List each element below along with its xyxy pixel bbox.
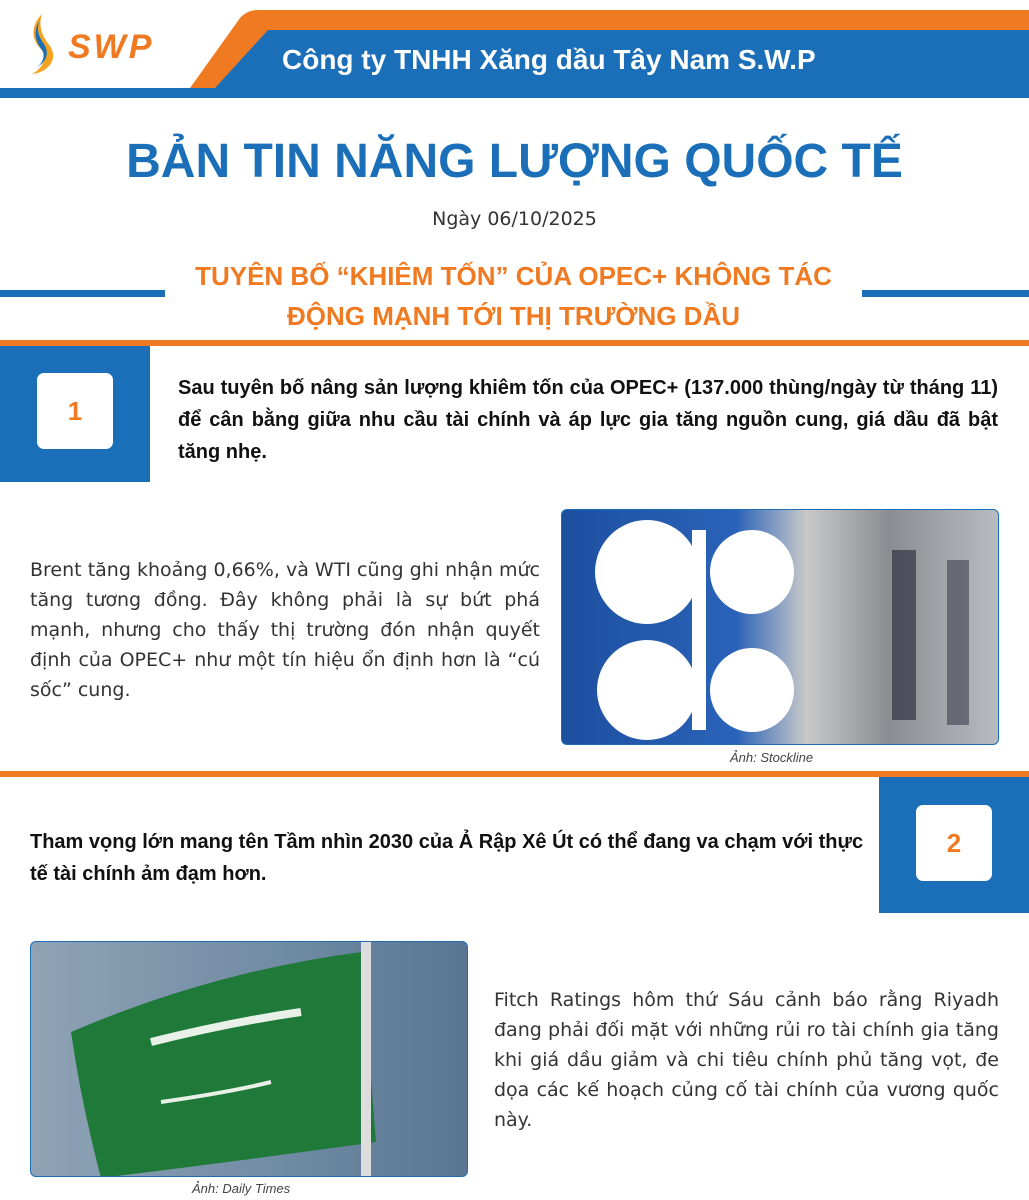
company-name: Công ty TNHH Xăng dầu Tây Nam S.W.P <box>282 44 816 75</box>
opec-logo-image <box>562 510 999 745</box>
section-1-number-panel <box>0 346 150 482</box>
issue-date: Ngày 06/10/2025 <box>432 208 597 230</box>
photo-caption: Ảnh: Daily Times <box>192 1181 291 1196</box>
divider-left <box>0 290 165 297</box>
page-title: BẢN TIN NĂNG LƯỢNG QUỐC TẾ <box>126 135 903 188</box>
orange-divider <box>0 771 1029 777</box>
photo-caption: Ảnh: Stockline <box>730 750 814 765</box>
orange-divider <box>0 340 1029 346</box>
opec-photo <box>561 509 999 745</box>
saudi-flag-photo <box>30 941 468 1177</box>
headline: TUYÊN BỐ “KHIÊM TỐN” CỦA OPEC+ KHÔNG TÁC ĐỘNG MẠNH TỚI THỊ TRƯỜNG DẦU <box>195 261 832 331</box>
section-2-body: Fitch Ratings hôm thứ Sáu cảnh báo rằng Riyadh đang phải đối mặt với những rủi ro tài chính gia tăng khi giá dầu giảm và chi tiêu chính phủ tăng vọt, đe dọa các kế hoạch củng cố tài chính của vương quốc này. <box>494 989 999 1131</box>
section-1-lead: Sau tuyên bố nâng sản lượng khiêm tốn của OPEC+ (137.000 thùng/ngày từ tháng 11) để cân bằng giữa nhu cầu tài chính và áp lực gia tăng nguồn cung, giá dầu đã bật tăng nhẹ. <box>178 377 998 463</box>
divider-right <box>862 290 1029 297</box>
logo-text: SWP <box>68 28 155 66</box>
saudi-flag-image <box>31 942 468 1177</box>
flame-logo-icon <box>22 12 62 78</box>
section-number: 1 <box>37 373 113 449</box>
section-2-number-panel <box>879 777 1029 913</box>
section-number: 2 <box>916 805 992 881</box>
section-2-lead: Tham vọng lớn mang tên Tầm nhìn 2030 của Ả Rập Xê Út có thể đang va chạm với thực tế tài chính ảm đạm hơn. <box>30 831 864 885</box>
header-banner <box>0 0 1029 100</box>
section-1-body: Brent tăng khoảng 0,66%, và WTI cũng ghi nhận mức tăng tương đồng. Đây không phải là sự bứt phá mạnh, nhưng cho thấy thị trường đón nhận quyết định của OPEC+ như một tín hiệu ổn định hơn là “cú sốc” cung. <box>30 559 540 701</box>
